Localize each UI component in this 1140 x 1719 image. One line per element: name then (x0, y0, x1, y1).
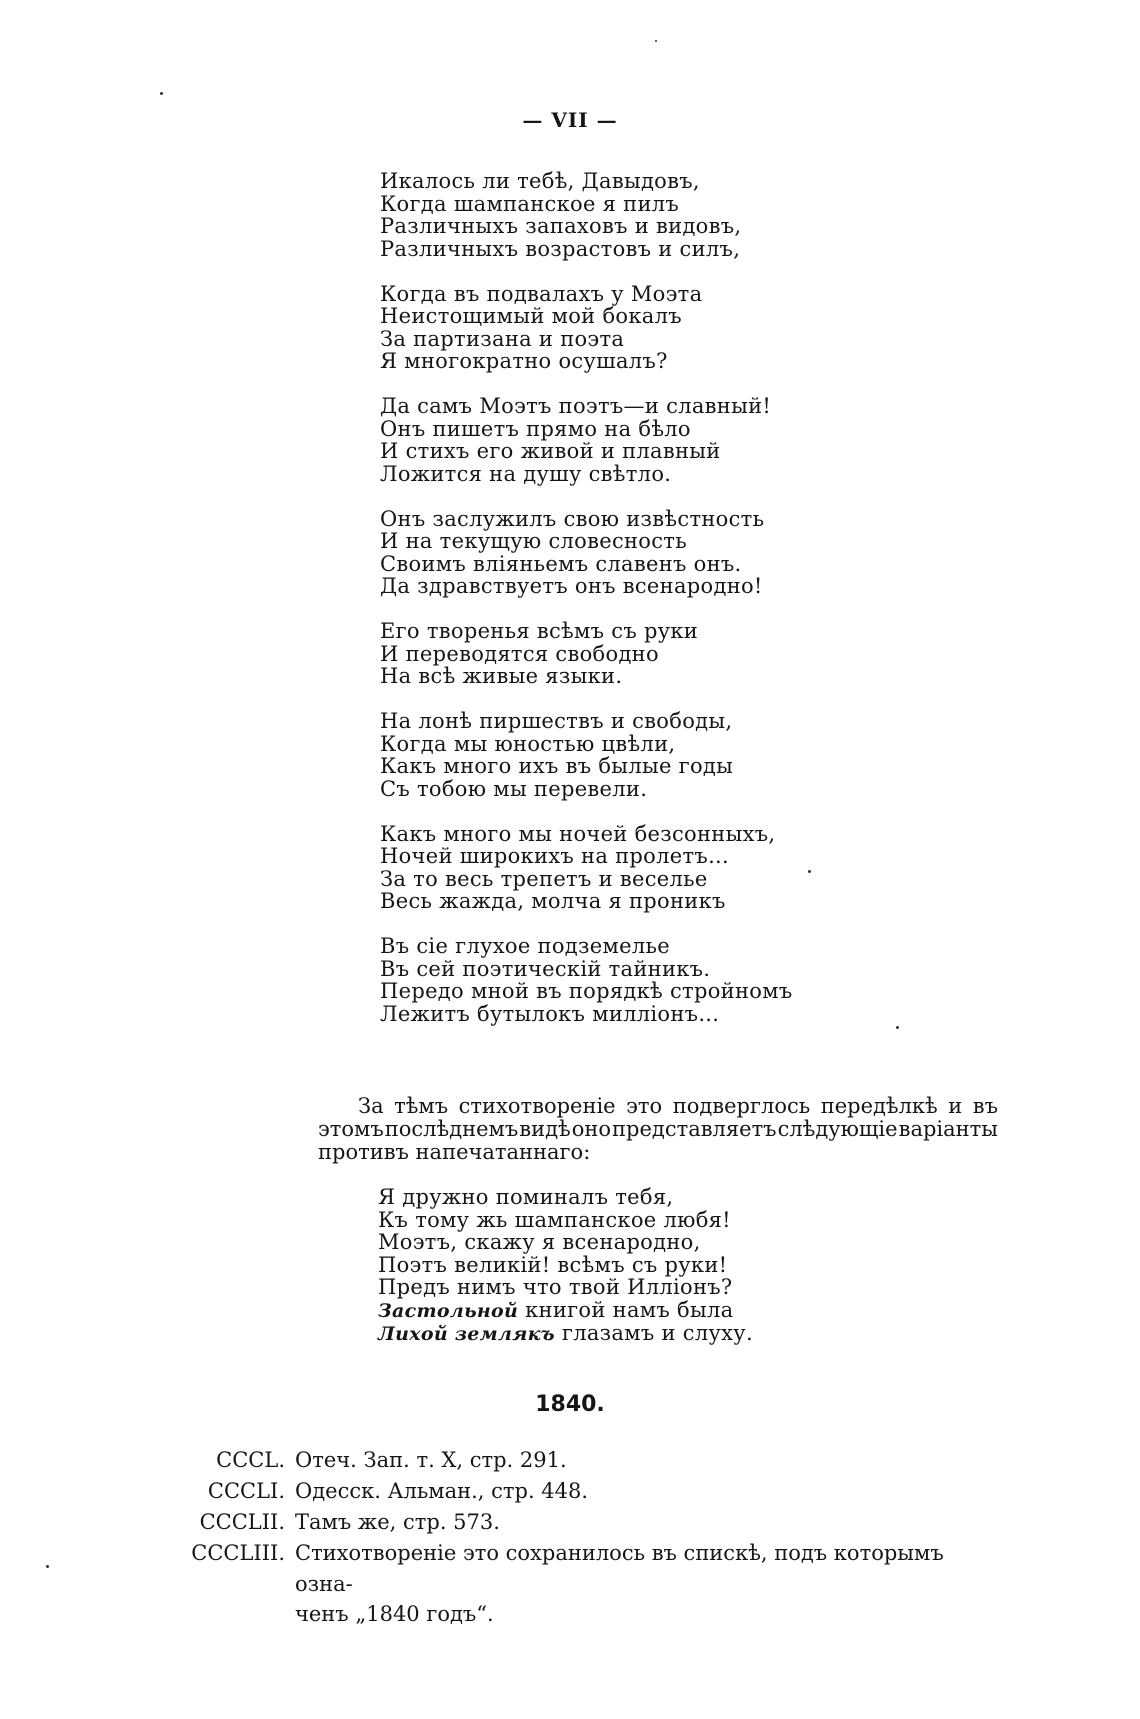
reference-number: CCCLII. (199, 1510, 285, 1534)
print-speck (160, 92, 163, 95)
reference-item (150, 1445, 1000, 1476)
poem-line: Онъ пишетъ прямо на бѣло (380, 416, 691, 441)
poem-line: Когда мы юностью цвѣли, (380, 731, 676, 756)
reference-text-line: ченъ „1840 годъ“. (295, 1602, 494, 1626)
poem-line: Какъ много ихъ въ былые годы (380, 754, 734, 778)
references-list (150, 1445, 1000, 1628)
variant-line (378, 1299, 998, 1322)
poem-line: Его творенья всѣмъ съ руки (380, 619, 699, 643)
print-speck (896, 1026, 899, 1029)
note-word: это (626, 1094, 663, 1118)
poem-line: На лонѣ пиршествъ и свободы, (380, 709, 733, 733)
stanza (380, 823, 980, 913)
reference-number: CCCL. (216, 1448, 285, 1472)
note-line (318, 1141, 998, 1164)
note-word: послѣднемъ (384, 1117, 519, 1141)
note-word: этомъ (318, 1117, 384, 1141)
poem-line: Икалось ли тебѣ, Давыдовъ, (380, 169, 700, 193)
poem-line: Съ тобою мы перевели. (380, 776, 648, 801)
variant-line (378, 1322, 998, 1345)
poem-line: Когда въ подвалахъ у Моэта (380, 281, 703, 306)
note-word: слѣдующіе (777, 1117, 898, 1141)
reference-item (150, 1476, 1000, 1507)
reference-text-line: Одесск. Альман., стр. 448. (295, 1479, 589, 1503)
poem-line: Весь жажда, молча я проникъ (380, 889, 726, 913)
note-word: представляетъ (612, 1117, 777, 1141)
reference-text (295, 1507, 1000, 1538)
poem-line: Различныхъ запаховъ и видовъ, (380, 214, 742, 238)
poem-line: Ночей широкихъ на пролетъ... (380, 844, 729, 868)
note-word: оно (571, 1117, 611, 1141)
reference-text-line: Тамъ же, стр. 573. (295, 1510, 500, 1534)
variant-line: Поэтъ великій! всѣмъ съ руки! (378, 1252, 728, 1277)
variant-emphasis: Лихой землякъ (378, 1322, 555, 1345)
poem-line: Ложится на душу свѣтло. (380, 461, 672, 486)
reference-text (295, 1538, 1000, 1628)
reference-text-line: Стихотвореніе это сохранилось въ спискѣ, подъ которымъ озна- (295, 1541, 944, 1596)
print-speck (46, 1565, 49, 1568)
note-word: стихотвореніе (458, 1094, 616, 1118)
stanza (380, 935, 980, 1025)
print-speck (655, 40, 657, 42)
note-line (318, 1118, 998, 1141)
variant-line: Моэтъ, скажу я всенародно, (378, 1230, 701, 1255)
poem-line: Въ сей поэтическій тайникъ. (380, 956, 711, 981)
reference-text-line: Отеч. Зап. т. X, стр. 291. (295, 1448, 567, 1472)
variant-lines (378, 1186, 998, 1344)
stanza (380, 710, 980, 800)
variant-text: глазамъ и слуху. (554, 1320, 753, 1345)
poem-line: За партизана и поэта (380, 326, 625, 351)
note-word: и (948, 1094, 963, 1118)
reference-text (295, 1476, 1000, 1507)
page-number: — VII — (522, 108, 618, 132)
print-speck (808, 870, 811, 873)
reference-number: CCCLI. (207, 1479, 285, 1503)
reference-number: CCCLIII. (191, 1541, 285, 1565)
poem-line: Лежитъ бутылокъ милліонъ... (380, 1001, 720, 1026)
note-word: тѣмъ (394, 1094, 449, 1118)
variant-line: Я дружно поминалъ тебя, (378, 1185, 674, 1209)
editorial-note (318, 1095, 998, 1164)
poem-line: Да здравствуетъ онъ всенародно! (380, 574, 763, 598)
variant-line: Предъ нимъ что твой Илліонъ? (378, 1275, 733, 1300)
poem-line: Когда шампанское я пилъ (380, 191, 680, 216)
poem-line: На всѣ живые языки. (380, 664, 623, 688)
poem-line: Своимъ вліяньемъ славенъ онъ. (380, 551, 742, 576)
note-word: видѣ (519, 1117, 571, 1141)
poem-line: И стихъ его живой и плавный (380, 439, 721, 463)
reference-text (295, 1445, 1000, 1476)
poem-line: За то весь трепетъ и веселье (380, 866, 708, 891)
note-line (318, 1095, 998, 1118)
poem-line: И на текущую словесность (380, 529, 687, 553)
note-word: подверглось (672, 1094, 811, 1118)
reference-item (150, 1507, 1000, 1538)
note-word: варіанты (898, 1117, 998, 1141)
stanza (380, 620, 980, 688)
poem-line: Неистощимый мой бокалъ (380, 304, 682, 328)
note-word: За (358, 1094, 384, 1118)
stanza (380, 283, 980, 373)
variant-emphasis: Застольной (378, 1299, 519, 1322)
poem-line: Въ сіе глухое подземелье (380, 934, 670, 958)
poem-line: Я многократно осушалъ? (380, 349, 668, 373)
poem-line: Различныхъ возрастовъ и силъ, (380, 236, 741, 261)
note-word: противъ напечатаннаго: (318, 1140, 591, 1164)
note-word: въ (972, 1094, 998, 1118)
stanza (380, 395, 980, 485)
poem-line: Какъ много мы ночей безсонныхъ, (380, 821, 776, 846)
poem-line: И переводятся свободно (380, 641, 659, 666)
stanza (380, 508, 980, 598)
poem-line: Онъ заслужилъ свою извѣстность (380, 506, 765, 531)
stanza (380, 170, 980, 260)
poem (380, 170, 980, 1048)
year-heading: 1840. (535, 1392, 605, 1417)
note-word: передѣлкѣ (820, 1094, 938, 1118)
poem-line: Передо мной въ порядкѣ стройномъ (380, 979, 793, 1003)
reference-item (150, 1538, 1000, 1628)
poem-line: Да самъ Моэтъ поэтъ—и славный! (380, 394, 772, 418)
variant-line: Къ тому жь шампанское любя! (378, 1207, 731, 1232)
variant-text: книгой намъ была (518, 1297, 734, 1322)
